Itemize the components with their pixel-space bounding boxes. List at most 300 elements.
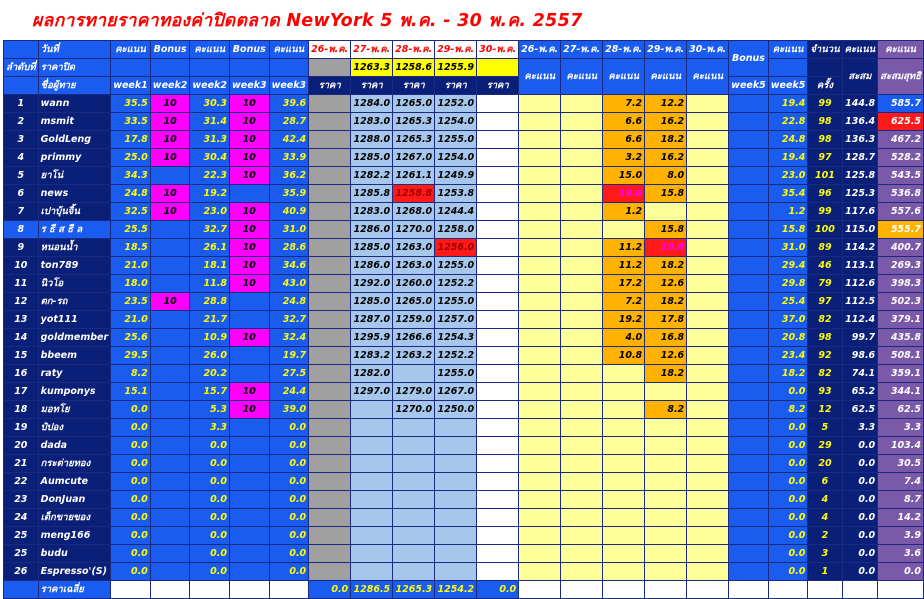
price-guess <box>477 491 519 509</box>
price-guess <box>393 473 435 491</box>
week3-score: 34.6 <box>269 257 309 275</box>
day-score <box>561 365 603 383</box>
week5-bonus <box>729 401 769 419</box>
day-score: 12.6 <box>645 275 687 293</box>
net-score: 398.3 <box>878 275 924 293</box>
day-score <box>561 383 603 401</box>
rank-cell: 23 <box>4 491 39 509</box>
table-row <box>4 185 924 203</box>
price-guess <box>435 473 477 491</box>
net-score: 585.7 <box>878 95 924 113</box>
week2-score: 26.0 <box>190 347 230 365</box>
week5-score: 1.2 <box>768 203 808 221</box>
price-guess <box>309 257 351 275</box>
day-score: 18.2 <box>645 131 687 149</box>
header-bonus-w2: Bonus <box>150 41 190 59</box>
price-guess: 1256.0 <box>435 239 477 257</box>
player-name: dada <box>38 437 111 455</box>
table-row <box>4 293 924 311</box>
header-rank-label: ลำดับที่ <box>4 59 39 77</box>
week2-bonus: 10 <box>150 149 190 167</box>
day-score <box>519 239 561 257</box>
net-score: 344.1 <box>878 383 924 401</box>
day-score <box>519 473 561 491</box>
week1-score: 0.0 <box>111 455 151 473</box>
day-score <box>519 113 561 131</box>
header-price-label: ราคา <box>393 77 435 95</box>
week2-bonus <box>150 257 190 275</box>
price-guess <box>393 563 435 581</box>
player-name: DonJuan <box>38 491 111 509</box>
table-row <box>4 203 924 221</box>
player-name: ยาโน่ <box>38 167 111 185</box>
header-sum-score: คะแนน <box>842 41 878 59</box>
day-score <box>603 455 645 473</box>
week3-bonus <box>229 311 269 329</box>
table-row <box>4 257 924 275</box>
header-day-label: วันที่ <box>38 41 111 59</box>
week5-bonus <box>729 239 769 257</box>
net-score: 435.8 <box>878 329 924 347</box>
guess-count: 3 <box>808 545 842 563</box>
day-score <box>519 419 561 437</box>
table-row <box>4 275 924 293</box>
week2-score: 0.0 <box>190 545 230 563</box>
price-guess <box>309 509 351 527</box>
week3-score: 0.0 <box>269 455 309 473</box>
player-name: Espresso'(S) <box>38 563 111 581</box>
sum-score: 136.3 <box>842 131 878 149</box>
day-score: 3.2 <box>603 149 645 167</box>
week5-bonus <box>729 437 769 455</box>
day-score <box>519 221 561 239</box>
day-score <box>519 131 561 149</box>
price-guess <box>309 149 351 167</box>
day-score <box>687 203 729 221</box>
price-guess <box>477 239 519 257</box>
week5-bonus <box>729 149 769 167</box>
week1-score: 32.5 <box>111 203 151 221</box>
day-score <box>603 221 645 239</box>
header-net-label: สะสมสุทธิ <box>878 59 924 95</box>
week2-score: 23.0 <box>190 203 230 221</box>
rank-cell: 20 <box>4 437 39 455</box>
price-guess <box>477 221 519 239</box>
rank-cell: 18 <box>4 401 39 419</box>
day-score <box>561 491 603 509</box>
header-week-spacer <box>150 59 190 77</box>
week2-bonus <box>150 329 190 347</box>
guess-count: 6 <box>808 473 842 491</box>
day-score: 4.0 <box>603 329 645 347</box>
day-score <box>603 365 645 383</box>
day-score <box>603 437 645 455</box>
table-row <box>4 149 924 167</box>
week3-bonus: 10 <box>229 167 269 185</box>
price-guess <box>477 527 519 545</box>
week3-score: 19.7 <box>269 347 309 365</box>
day-score <box>561 401 603 419</box>
header-score-label: คะแนน <box>687 59 729 95</box>
average-price: 1286.5 <box>351 581 393 599</box>
player-name: wann <box>38 95 111 113</box>
week1-score: 0.0 <box>111 401 151 419</box>
week2-bonus: 10 <box>150 131 190 149</box>
price-guess <box>477 257 519 275</box>
day-score: 8.2 <box>645 401 687 419</box>
week5-score: 0.0 <box>768 437 808 455</box>
day-score <box>561 293 603 311</box>
day-score <box>687 365 729 383</box>
day-score <box>519 95 561 113</box>
header-score-label: คะแนน <box>561 59 603 95</box>
price-guess: 1267.0 <box>435 383 477 401</box>
week2-score: 32.7 <box>190 221 230 239</box>
price-guess: 1263.0 <box>393 257 435 275</box>
day-score <box>519 563 561 581</box>
header-sum-label: สะสม <box>842 59 878 95</box>
week1-score: 17.8 <box>111 131 151 149</box>
net-score: 467.2 <box>878 131 924 149</box>
price-guess <box>435 563 477 581</box>
sum-score: 115.0 <box>842 221 878 239</box>
week5-score: 29.8 <box>768 275 808 293</box>
net-score: 3.9 <box>878 527 924 545</box>
net-score: 555.7 <box>878 221 924 239</box>
average-blank <box>645 581 687 599</box>
player-name: เด็กขายของ <box>38 509 111 527</box>
week3-score: 36.2 <box>269 167 309 185</box>
day-score <box>603 401 645 419</box>
net-score: 0.0 <box>878 563 924 581</box>
week2-bonus: 10 <box>150 95 190 113</box>
week5-bonus <box>729 131 769 149</box>
week5-bonus <box>729 419 769 437</box>
price-guess: 1255.0 <box>435 131 477 149</box>
sum-score: 136.4 <box>842 113 878 131</box>
week2-bonus <box>150 221 190 239</box>
day-score <box>561 563 603 581</box>
week2-score: 5.3 <box>190 401 230 419</box>
price-guess: 1285.0 <box>351 239 393 257</box>
week1-score: 0.0 <box>111 563 151 581</box>
day-score <box>603 491 645 509</box>
price-guess: 1268.0 <box>393 203 435 221</box>
table-row <box>4 329 924 347</box>
day-score <box>561 131 603 149</box>
rank-cell: 22 <box>4 473 39 491</box>
price-guess <box>477 509 519 527</box>
week2-bonus <box>150 275 190 293</box>
price-guess <box>435 437 477 455</box>
week1-score: 0.0 <box>111 437 151 455</box>
week2-bonus <box>150 167 190 185</box>
price-guess: 1265.0 <box>393 95 435 113</box>
day-score <box>603 545 645 563</box>
week2-bonus <box>150 563 190 581</box>
player-name: Aumcute <box>38 473 111 491</box>
week5-score: 25.4 <box>768 293 808 311</box>
week5-score: 8.2 <box>768 401 808 419</box>
net-score: 625.5 <box>878 113 924 131</box>
day-score: 19.8 <box>645 239 687 257</box>
table-row <box>4 419 924 437</box>
week2-bonus <box>150 239 190 257</box>
week3-score: 42.4 <box>269 131 309 149</box>
header-score-w1: คะแนน <box>111 41 151 59</box>
day-score <box>519 491 561 509</box>
table-row <box>4 527 924 545</box>
week3-score: 0.0 <box>269 527 309 545</box>
week3-bonus <box>229 473 269 491</box>
sum-score: 0.0 <box>842 563 878 581</box>
day-score <box>561 509 603 527</box>
day-score: 19.6 <box>603 185 645 203</box>
player-name: มอทโย <box>38 401 111 419</box>
day-score <box>687 401 729 419</box>
week3-bonus: 10 <box>229 149 269 167</box>
day-score <box>645 563 687 581</box>
price-guess <box>309 131 351 149</box>
net-score: 62.5 <box>878 401 924 419</box>
sum-score: 144.8 <box>842 95 878 113</box>
week1-score: 25.0 <box>111 149 151 167</box>
price-guess: 1254.3 <box>435 329 477 347</box>
week2-bonus <box>150 365 190 383</box>
price-guess <box>477 203 519 221</box>
week3-bonus: 10 <box>229 383 269 401</box>
week3-bonus: 10 <box>229 401 269 419</box>
average-price: 0.0 <box>309 581 351 599</box>
day-score <box>687 509 729 527</box>
price-guess <box>309 113 351 131</box>
day-score <box>603 563 645 581</box>
player-name: กระต่ายทอง <box>38 455 111 473</box>
week2-score: 28.8 <box>190 293 230 311</box>
rank-cell: 19 <box>4 419 39 437</box>
price-guess <box>309 491 351 509</box>
day-score <box>519 383 561 401</box>
price-guess <box>351 527 393 545</box>
week3-score: 31.0 <box>269 221 309 239</box>
header-player-label: ชื่อผู้ทาย <box>38 77 111 95</box>
price-guess <box>309 329 351 347</box>
price-guess: 1265.3 <box>393 131 435 149</box>
week5-score: 23.4 <box>768 347 808 365</box>
price-guess: 1250.0 <box>435 401 477 419</box>
day-score <box>645 203 687 221</box>
day-score <box>687 131 729 149</box>
header-price-date: 29-พ.ค. <box>435 41 477 59</box>
week1-score: 0.0 <box>111 545 151 563</box>
week1-score: 23.5 <box>111 293 151 311</box>
day-score <box>687 563 729 581</box>
day-score <box>519 275 561 293</box>
price-guess <box>477 185 519 203</box>
week3-score: 33.9 <box>269 149 309 167</box>
day-score <box>645 419 687 437</box>
rank-cell: 25 <box>4 545 39 563</box>
price-guess: 1283.0 <box>351 203 393 221</box>
day-score <box>645 527 687 545</box>
week2-score: 30.3 <box>190 95 230 113</box>
day-score <box>645 473 687 491</box>
price-guess: 1266.6 <box>393 329 435 347</box>
average-blank <box>111 581 151 599</box>
day-score: 15.8 <box>645 221 687 239</box>
day-score <box>687 167 729 185</box>
price-guess: 1252.0 <box>435 95 477 113</box>
table-row <box>4 401 924 419</box>
price-guess <box>309 167 351 185</box>
week2-score: 21.7 <box>190 311 230 329</box>
price-guess <box>477 383 519 401</box>
price-guess <box>351 509 393 527</box>
price-guess <box>477 149 519 167</box>
day-score <box>687 383 729 401</box>
week3-score: 35.9 <box>269 185 309 203</box>
week5-score: 0.0 <box>768 383 808 401</box>
sum-score: 0.0 <box>842 455 878 473</box>
price-guess: 1283.0 <box>351 113 393 131</box>
sum-score: 98.6 <box>842 347 878 365</box>
day-score: 12.2 <box>645 95 687 113</box>
day-score <box>645 545 687 563</box>
week1-score: 18.5 <box>111 239 151 257</box>
week3-bonus: 10 <box>229 275 269 293</box>
header-net-score: คะแนน <box>878 41 924 59</box>
guess-count: 12 <box>808 401 842 419</box>
average-blank <box>878 581 924 599</box>
guess-count: 101 <box>808 167 842 185</box>
day-score <box>687 239 729 257</box>
rank-cell: 24 <box>4 509 39 527</box>
day-score <box>561 203 603 221</box>
price-guess <box>477 473 519 491</box>
week5-bonus <box>729 203 769 221</box>
header-price-label: ราคา <box>435 77 477 95</box>
rank-cell: 11 <box>4 275 39 293</box>
player-name: bbeem <box>38 347 111 365</box>
day-score <box>519 149 561 167</box>
price-guess <box>351 419 393 437</box>
price-guess: 1270.0 <box>393 221 435 239</box>
day-score <box>519 455 561 473</box>
header-row-2 <box>4 59 924 77</box>
day-score: 6.6 <box>603 113 645 131</box>
header-score-date: 26-พ.ค. <box>519 41 561 59</box>
rank-cell: 4 <box>4 149 39 167</box>
day-score <box>603 473 645 491</box>
header-bonus2-week: week2 <box>150 77 190 95</box>
week5-score: 20.8 <box>768 329 808 347</box>
price-guess: 1260.0 <box>393 275 435 293</box>
rank-cell: 21 <box>4 455 39 473</box>
rank-cell: 7 <box>4 203 39 221</box>
week2-score: 11.8 <box>190 275 230 293</box>
rank-cell: 6 <box>4 185 39 203</box>
price-guess <box>477 113 519 131</box>
week1-score: 0.0 <box>111 509 151 527</box>
week3-score: 40.9 <box>269 203 309 221</box>
day-score <box>687 185 729 203</box>
net-score: 269.3 <box>878 257 924 275</box>
week2-score: 18.1 <box>190 257 230 275</box>
week3-score: 0.0 <box>269 473 309 491</box>
day-score <box>561 221 603 239</box>
week1-score: 25.6 <box>111 329 151 347</box>
price-guess <box>309 383 351 401</box>
week1-score: 21.0 <box>111 257 151 275</box>
sum-score: 0.0 <box>842 491 878 509</box>
header-week-spacer <box>190 59 230 77</box>
day-score <box>561 473 603 491</box>
day-score <box>687 419 729 437</box>
week3-score: 27.5 <box>269 365 309 383</box>
net-score: 379.1 <box>878 311 924 329</box>
week5-bonus <box>729 527 769 545</box>
day-score <box>519 545 561 563</box>
price-guess <box>309 545 351 563</box>
day-score <box>561 275 603 293</box>
average-blank <box>190 581 230 599</box>
week3-score: 28.6 <box>269 239 309 257</box>
day-score <box>519 401 561 419</box>
week2-bonus <box>150 509 190 527</box>
player-name: หนอนน้ำ <box>38 239 111 257</box>
day-score: 19.2 <box>603 311 645 329</box>
price-guess <box>351 455 393 473</box>
table-row <box>4 437 924 455</box>
week5-bonus <box>729 257 769 275</box>
rank-cell: 13 <box>4 311 39 329</box>
week2-score: 19.2 <box>190 185 230 203</box>
price-guess <box>351 545 393 563</box>
week5-bonus <box>729 311 769 329</box>
rank-cell: 26 <box>4 563 39 581</box>
week2-score: 0.0 <box>190 491 230 509</box>
sum-score: 117.6 <box>842 203 878 221</box>
table-row <box>4 131 924 149</box>
week3-bonus: 10 <box>229 239 269 257</box>
price-guess: 1295.9 <box>351 329 393 347</box>
week2-bonus <box>150 545 190 563</box>
day-score: 18.2 <box>645 293 687 311</box>
header-bonus3-week: week3 <box>229 77 269 95</box>
net-score: 502.3 <box>878 293 924 311</box>
table-row <box>4 455 924 473</box>
day-score <box>645 383 687 401</box>
price-guess: 1254.0 <box>435 113 477 131</box>
week3-bonus <box>229 365 269 383</box>
sum-score: 112.4 <box>842 311 878 329</box>
day-score: 17.2 <box>603 275 645 293</box>
net-score: 7.4 <box>878 473 924 491</box>
price-guess: 1285.8 <box>351 185 393 203</box>
week3-score: 39.6 <box>269 95 309 113</box>
player-name: yot111 <box>38 311 111 329</box>
week3-bonus <box>229 185 269 203</box>
week3-score: 39.0 <box>269 401 309 419</box>
header-price-label: ราคา <box>309 77 351 95</box>
average-blank <box>842 581 878 599</box>
day-score <box>687 437 729 455</box>
sum-score: 3.3 <box>842 419 878 437</box>
player-name: นิวโอ <box>38 275 111 293</box>
guess-count: 97 <box>808 293 842 311</box>
header-score-label: คะแนน <box>603 59 645 95</box>
day-score <box>561 545 603 563</box>
